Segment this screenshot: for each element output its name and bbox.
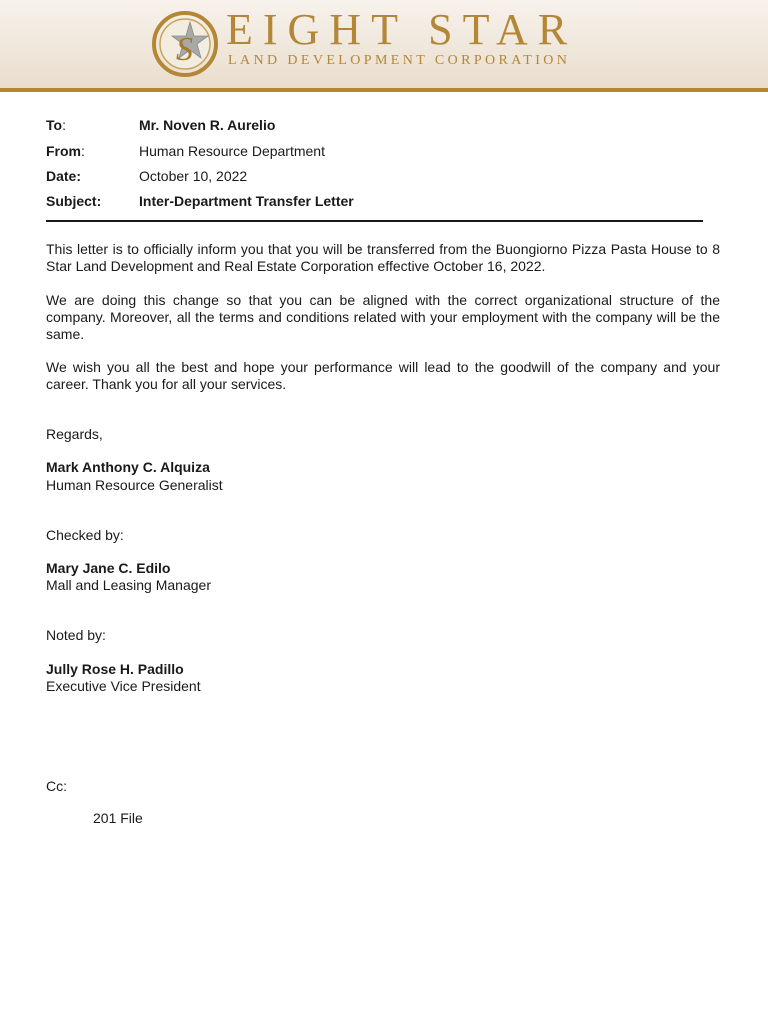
noter-title: Executive Vice President (46, 678, 201, 694)
memo-to-label: To: (46, 117, 66, 133)
memo-subject-value: Inter-Department Transfer Letter (139, 193, 354, 209)
checker-title: Mall and Leasing Manager (46, 577, 211, 593)
memo-date-value: October 10, 2022 (139, 168, 248, 184)
signer-title: Human Resource Generalist (46, 477, 223, 493)
checker-name: Mary Jane C. Edilo (46, 560, 171, 576)
letterhead (0, 0, 768, 88)
closing-regards: Regards, (46, 426, 103, 442)
memo-date-label: Date: (46, 168, 82, 184)
noted-by-label: Noted by: (46, 627, 106, 643)
body-paragraph-2: We are doing this change so that you can be aligned with the correct organizational structure of the company. Moreover, all the terms and conditions related with your employment with the company will be the same. (46, 292, 720, 342)
noter-name: Jully Rose H. Padillo (46, 661, 184, 677)
signer-name: Mark Anthony C. Alquiza (46, 459, 210, 475)
header-divider (0, 88, 768, 92)
memo-subject-label: Subject: (46, 193, 102, 209)
memo-to-value: Mr. Noven R. Aurelio (139, 117, 276, 133)
memo-from-label: From: (46, 143, 85, 159)
brand-name: EIGHT STAR (226, 5, 578, 54)
brand-subtitle: LAND DEVELOPMENT CORPORATION (228, 53, 571, 68)
checked-by-label: Checked by: (46, 527, 124, 543)
cc-item: 201 File (93, 810, 143, 826)
memo-divider (46, 220, 703, 222)
svg-text:S: S (176, 31, 193, 68)
body-paragraph-3: We wish you all the best and hope your performance will lead to the goodwill of the company and your career. Thank you for all your services. (46, 359, 720, 392)
company-logo-icon (150, 10, 220, 78)
cc-label: Cc: (46, 778, 67, 794)
body-paragraph-1: This letter is to officially inform you that you will be transferred from the Buongiorno Pizza Pasta House to 8 Star Land Development and Real Estate Corporation effective October 16, 2022. (46, 241, 720, 274)
memo-from-value: Human Resource Department (139, 143, 325, 159)
